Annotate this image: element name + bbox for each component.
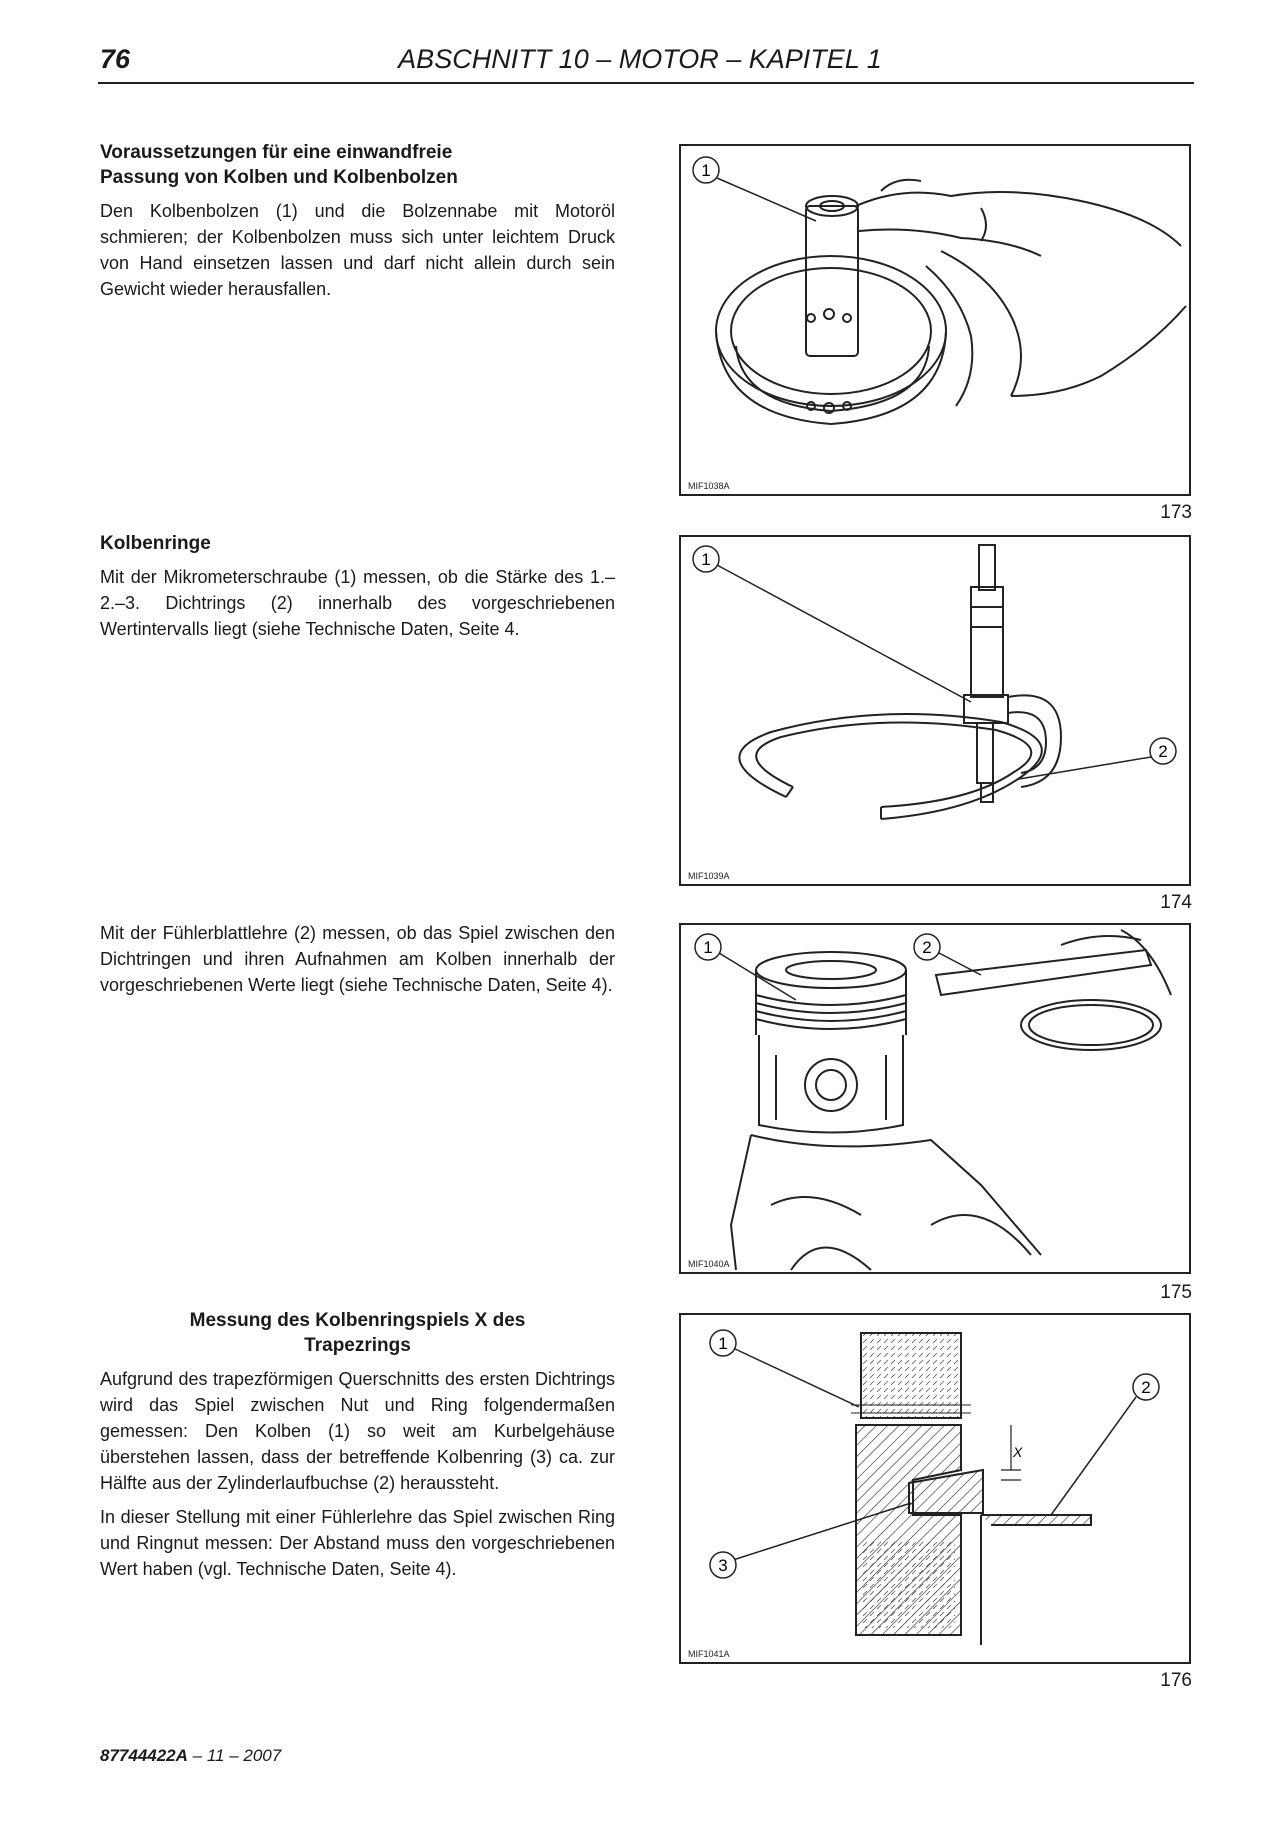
callout-label: 1 [701, 161, 711, 180]
callout-1 [693, 157, 816, 221]
callout-1 [693, 546, 971, 702]
callout-1 [710, 1330, 859, 1407]
footer [100, 1746, 281, 1766]
figure-trapezoid-ring-section [679, 1313, 1191, 1664]
header-rule [98, 82, 1194, 84]
section-heading [100, 1308, 615, 1358]
footer-date: – 11 – 2007 [187, 1746, 282, 1765]
heading-line-1: Messung des Kolbenringspiels X des [189, 1310, 526, 1331]
figure-feeler-gauge [679, 923, 1191, 1274]
figure-code: MIF1038A [688, 481, 730, 491]
figure-code: MIF1040A [688, 1259, 730, 1269]
paragraph: Aufgrund des trapezförmigen Querschnitts des ersten Dichtrings wird das Spiel zwischen Nut und Ring folgendermaßen gemessen: Den Kolben (1) so weit am Kurbelgehäuse überstehen lassen, dass der betreffende Kolbenring (3) ca. zur Hälfte aus der Zylinderlaufbuchse (2) heraussteht. [100, 1369, 615, 1493]
dimension-x-label: X [1013, 1444, 1023, 1460]
figure-micrometer [679, 535, 1191, 886]
callout-2 [914, 934, 981, 975]
figure-number: 174 [1160, 892, 1192, 913]
figure-number: 173 [1160, 502, 1192, 523]
figure-number: 175 [1160, 1282, 1192, 1303]
paragraph: Den Kolbenbolzen (1) und die Bolzennabe mit Motoröl schmieren; der Kolbenbolzen muss sich unter leichtem Druck von Hand einsetzen lassen und darf nicht allein durch sein Gewicht wieder herausfallen. [100, 201, 615, 299]
callout-label: 2 [1141, 1378, 1151, 1397]
section-piston-pin-fit [100, 140, 615, 310]
callout-1 [695, 934, 796, 1000]
callout-label: 1 [703, 938, 713, 957]
heading-line-1: Voraussetzungen für eine einwandfreie [100, 142, 453, 163]
section-piston-rings [100, 531, 615, 650]
heading-line-2: Passung von Kolben und Kolbenbolzen [100, 167, 458, 188]
section-heading: Kolbenringe [100, 533, 211, 554]
section-ring-clearance [100, 920, 615, 1006]
micrometer-illustration [681, 537, 1189, 884]
paragraph: Mit der Fühlerblattlehre (2) messen, ob das Spiel zwischen den Dichtringen und ihren Aufnahmen am Kolben innerhalb der vorgeschriebenen Werte liegt (siehe Technische Daten, Seite 4). [100, 923, 615, 995]
ring-section-illustration [681, 1315, 1189, 1662]
figure-number: 176 [1160, 1670, 1192, 1691]
callout-label: 2 [922, 938, 932, 957]
figure-code: MIF1039A [688, 871, 730, 881]
callout-label: 3 [718, 1556, 728, 1575]
callout-2 [1051, 1374, 1159, 1515]
heading-line-2: Trapezrings [304, 1335, 411, 1356]
page-number: 76 [100, 44, 131, 74]
figure-piston-pin [679, 144, 1191, 496]
callout-label: 1 [701, 550, 711, 569]
section-heading [100, 140, 615, 190]
feeler-gauge-illustration [681, 925, 1189, 1272]
section-trapezoid-ring [100, 1308, 615, 1590]
footer-doc-number: 87744422A [100, 1746, 188, 1765]
callout-label: 1 [718, 1334, 728, 1353]
callout-label: 2 [1158, 742, 1168, 761]
paragraph: In dieser Stellung mit einer Fühlerlehre das Spiel zwischen Ring und Ringnut messen: Der Abstand muss den vorgeschriebenen Wert haben (vgl. Technische Daten, Seite 4). [100, 1507, 615, 1579]
piston-pin-illustration [681, 146, 1189, 494]
paragraph: Mit der Mikrometerschraube (1) messen, ob die Stärke des 1.–2.–3. Dichtrings (2) innerhalb des vorgeschriebenen Wertintervalls liegt (siehe Technische Daten, Seite 4. [100, 567, 615, 639]
header-title: ABSCHNITT 10 – MOTOR – KAPITEL 1 [398, 44, 882, 74]
figure-code: MIF1041A [688, 1649, 730, 1659]
